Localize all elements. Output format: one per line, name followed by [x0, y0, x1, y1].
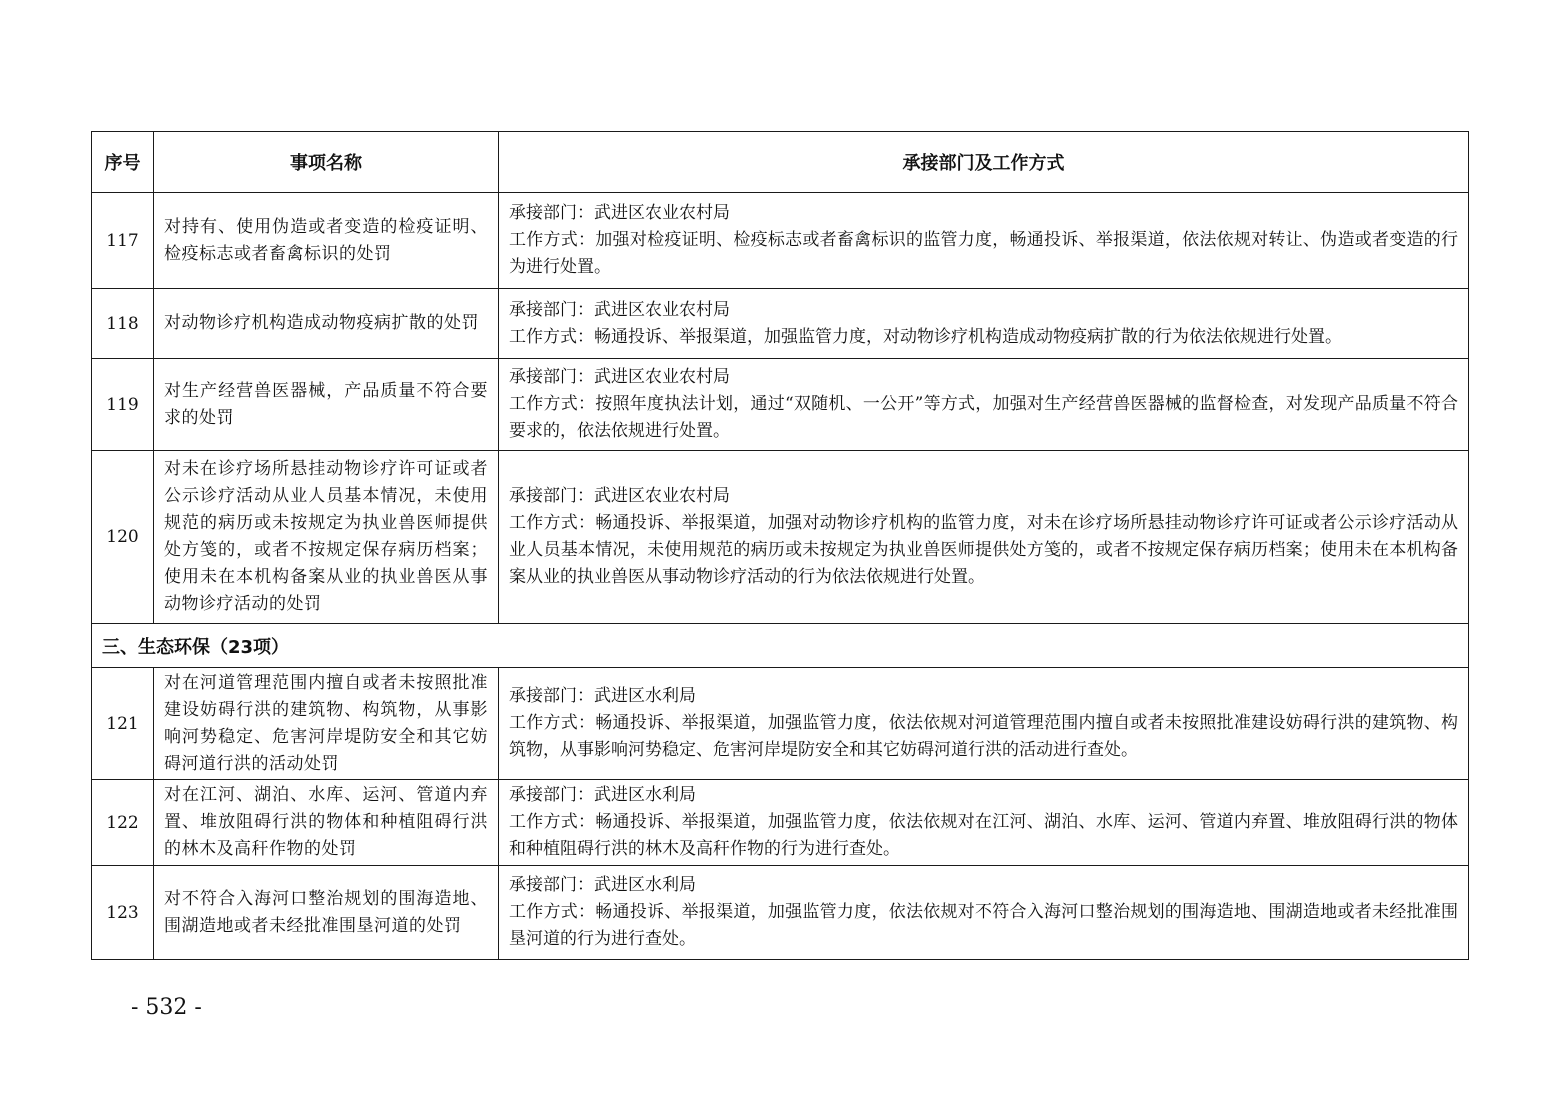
row-serial-number: 120 [92, 451, 154, 624]
row-work-method: 工作方式：按照年度执法计划，通过“双随机、一公开”等方式，加强对生产经营兽医器械的监督检查，对发现产品质量不符合要求的，依法依规进行处置。 [509, 394, 1458, 441]
row-department-method [499, 193, 1469, 289]
row-item-name: 对动物诊疗机构造成动物疫病扩散的处罚 [154, 289, 499, 359]
row-department: 承接部门：武进区农业农村局 [509, 486, 730, 506]
page-number: - 532 - [131, 995, 202, 1020]
row-item-name: 对不符合入海河口整治规划的围海造地、围湖造地或者未经批准围垦河道的处罚 [154, 866, 499, 960]
table-row [92, 359, 1469, 451]
row-department: 承接部门：武进区水利局 [509, 686, 696, 706]
table-row [92, 289, 1469, 359]
row-department-method [499, 289, 1469, 359]
row-department-method [499, 780, 1469, 866]
table-row [92, 668, 1469, 780]
header-department-method: 承接部门及工作方式 [499, 132, 1469, 193]
row-item-name: 对在江河、湖泊、水库、运河、管道内弃置、堆放阻碍行洪的物体和种植阻碍行洪的林木及高秆作物的处罚 [154, 780, 499, 866]
row-work-method: 工作方式：加强对检疫证明、检疫标志或者畜禽标识的监管力度，畅通投诉、举报渠道，依法依规对转让、伪造或者变造的行为进行处置。 [509, 230, 1458, 277]
header-item-name: 事项名称 [154, 132, 499, 193]
row-serial-number: 117 [92, 193, 154, 289]
row-department: 承接部门：武进区农业农村局 [509, 299, 730, 320]
table-row [92, 866, 1469, 960]
row-work-method: 工作方式：畅通投诉、举报渠道，加强对动物诊疗机构的监管力度，对未在诊疗场所悬挂动物诊疗许可证或者公示诊疗活动从业人员基本情况，未使用规范的病历或未按规定为执业兽医师提供处方笺的，或者不按规定保存病历档案；使用未在本机构备案从业的执业兽医从事动物诊疗活动的行为依法依规进行处置。 [509, 513, 1458, 587]
row-work-method: 工作方式：畅通投诉、举报渠道，加强监管力度，对动物诊疗机构造成动物疫病扩散的行为依法依规进行处置。 [509, 326, 1342, 347]
row-item-name: 对持有、使用伪造或者变造的检疫证明、检疫标志或者畜禽标识的处罚 [154, 193, 499, 289]
items-table [91, 131, 1469, 960]
table-row [92, 193, 1469, 289]
row-serial-number: 121 [92, 668, 154, 780]
header-serial-number: 序号 [92, 132, 154, 193]
row-serial-number: 122 [92, 780, 154, 866]
table-row [92, 451, 1469, 624]
table-header-row [92, 132, 1469, 193]
row-department: 承接部门：武进区水利局 [509, 875, 696, 895]
row-work-method: 工作方式：畅通投诉、举报渠道，加强监管力度，依法依规对在江河、湖泊、水库、运河、管道内弃置、堆放阻碍行洪的物体和种植阻碍行洪的林木及高秆作物的行为进行查处。 [509, 812, 1458, 859]
row-work-method: 工作方式：畅通投诉、举报渠道，加强监管力度，依法依规对不符合入海河口整治规划的围海造地、围湖造地或者未经批准围垦河道的行为进行查处。 [509, 902, 1458, 949]
row-serial-number: 119 [92, 359, 154, 451]
row-serial-number: 118 [92, 289, 154, 359]
table-row [92, 780, 1469, 866]
row-item-name: 对生产经营兽医器械，产品质量不符合要求的处罚 [154, 359, 499, 451]
section-row [92, 624, 1469, 668]
row-work-method: 工作方式：畅通投诉、举报渠道，加强监管力度，依法依规对河道管理范围内擅自或者未按照批准建设妨碍行洪的建筑物、构筑物，从事影响河势稳定、危害河岸堤防安全和其它妨碍河道行洪的活动进行查处。 [509, 713, 1458, 760]
row-department: 承接部门：武进区水利局 [509, 785, 696, 805]
row-serial-number: 123 [92, 866, 154, 960]
row-item-name: 对未在诊疗场所悬挂动物诊疗许可证或者公示诊疗活动从业人员基本情况，未使用规范的病历或未按规定为执业兽医师提供处方笺的，或者不按规定保存病历档案；使用未在本机构备案从业的执业兽医从事动物诊疗活动的处罚 [154, 451, 499, 624]
row-department-method [499, 359, 1469, 451]
row-department-method [499, 668, 1469, 780]
row-item-name: 对在河道管理范围内擅自或者未按照批准建设妨碍行洪的建筑物、构筑物，从事影响河势稳定、危害河岸堤防安全和其它妨碍河道行洪的活动处罚 [154, 668, 499, 780]
row-department-method [499, 451, 1469, 624]
row-department: 承接部门：武进区农业农村局 [509, 203, 730, 223]
row-department: 承接部门：武进区农业农村局 [509, 367, 730, 387]
row-department-method [499, 866, 1469, 960]
section-title: 三、生态环保（23项） [92, 624, 1469, 668]
